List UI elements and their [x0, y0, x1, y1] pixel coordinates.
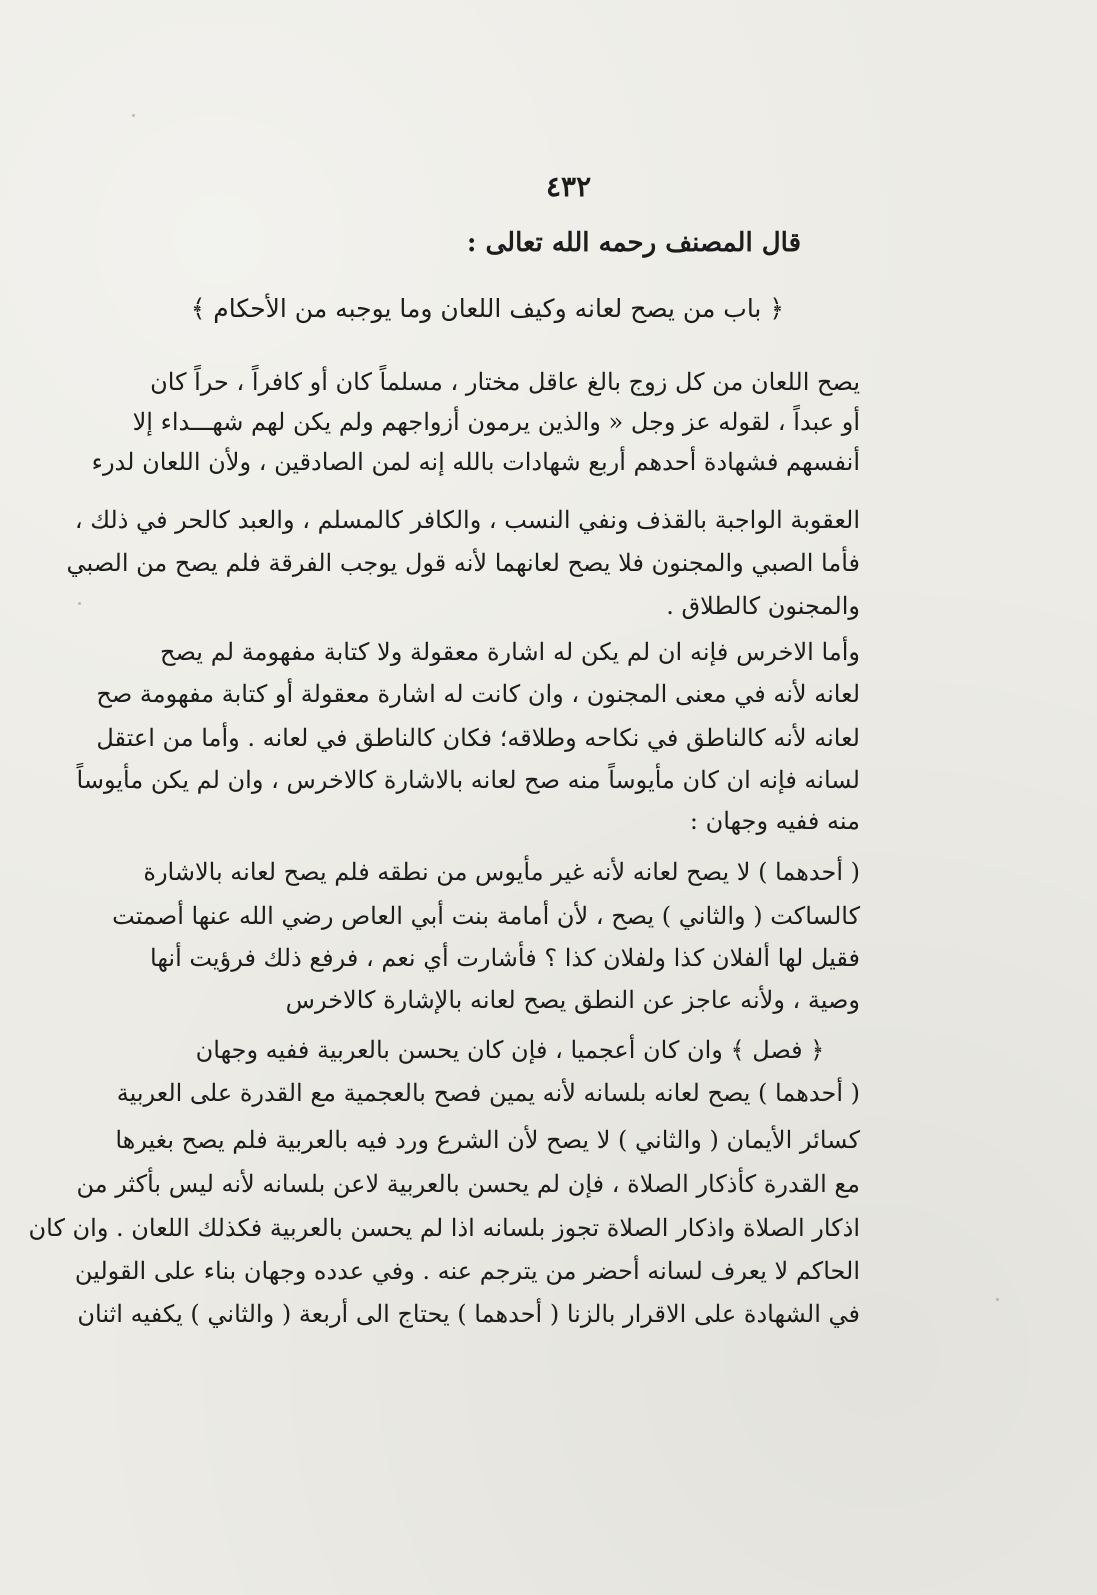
body-line: كسائر الأيمان ( والثاني ) لا يصح لأن الشرع ورد فيه بالعربية فلم يصح بغيرها — [115, 1126, 860, 1154]
body-line: في الشهادة على الاقرار بالزنا ( أحدهما ) يحتاج الى أربعة ( والثاني ) يكفيه اثنان — [77, 1300, 860, 1328]
page-number: ٤٣٢ — [546, 170, 592, 203]
paper-speck — [996, 1298, 999, 1301]
body-line: أنفسهم فشهادة أحدهم أربع شهادات بالله إنه لمن الصادقين ، ولأن اللعان لدرء — [91, 448, 860, 476]
body-line: منه ففيه وجهان : — [689, 807, 860, 835]
body-line: ( أحدهما ) لا يصح لعانه لأنه غير مأيوس من نطقه فلم يصح لعانه بالاشارة — [143, 858, 860, 886]
body-line: ( أحدهما ) يصح لعانه بلسانه لأنه يمين فصح بالعجمية مع القدرة على العربية — [116, 1079, 860, 1107]
body-line: الحاكم لا يعرف لسانه أحضر من يترجم عنه . وفي عدده وجهان بناء على القولين — [74, 1257, 860, 1285]
body-line: اذكار الصلاة واذكار الصلاة تجوز بلسانه اذا لم يحسن بالعربية فكذلك اللعان . وان كان — [28, 1214, 860, 1242]
body-line: والمجنون كالطلاق . — [666, 592, 860, 620]
body-line: فأما الصبي والمجنون فلا يصح لعانهما لأنه قول يوجب الفرقة فلم يصح من الصبي — [66, 549, 860, 577]
body-line: مع القدرة كأذكار الصلاة ، فإن لم يحسن بالعربية لاعن بلسانه لأنه ليس بأكثر من — [76, 1170, 860, 1198]
body-line: وصية ، ولأنه عاجز عن النطق يصح لعانه بالإشارة كالاخرس — [285, 986, 860, 1014]
paper-speck — [132, 114, 135, 117]
chapter-heading: ﴿ باب من يصح لعانه وكيف اللعان وما يوجبه من الأحكام ﴾ — [190, 294, 784, 323]
body-line: وأما الاخرس فإنه ان لم يكن له اشارة معقولة ولا كتابة مفهومة لم يصح — [160, 638, 860, 666]
section-heading: ﴿ فصل ﴾ وان كان أعجميا ، فإن كان يحسن بالعربية ففيه وجهان — [195, 1036, 825, 1064]
body-line: أو عبداً ، لقوله عز وجل « والذين يرمون أزواجهم ولم يكن لهم شهـــداء إلا — [132, 408, 860, 436]
body-line: لعانه لأنه في معنى المجنون ، وان كانت له اشارة معقولة أو كتابة مفهومة صح — [96, 680, 860, 708]
body-line: لعانه لأنه كالناطق في نكاحه وطلاقه؛ فكان كالناطق في لعانه . وأما من اعتقل — [96, 724, 860, 752]
body-line: يصح اللعان من كل زوج بالغ عاقل مختار ، مسلماً كان أو كافراً ، حراً كان — [150, 368, 860, 396]
author-line: قال المصنف رحمه الله تعالى : — [466, 228, 801, 258]
paper-speck — [78, 602, 81, 605]
body-line: لسانه فإنه ان كان مأيوساً منه صح لعانه بالاشارة كالاخرس ، وان لم يكن مأيوساً — [76, 766, 860, 794]
body-line: كالساكت ( والثاني ) يصح ، لأن أمامة بنت أبي العاص رضي الله عنها أصمتت — [112, 902, 860, 930]
body-line: فقيل لها ألفلان كذا ولفلان كذا ؟ فأشارت أي نعم ، فرفع ذلك فرؤيت أنها — [150, 944, 860, 972]
body-line: العقوبة الواجبة بالقذف ونفي النسب ، والكافر كالمسلم ، والعبد كالحر في ذلك ، — [74, 506, 860, 534]
